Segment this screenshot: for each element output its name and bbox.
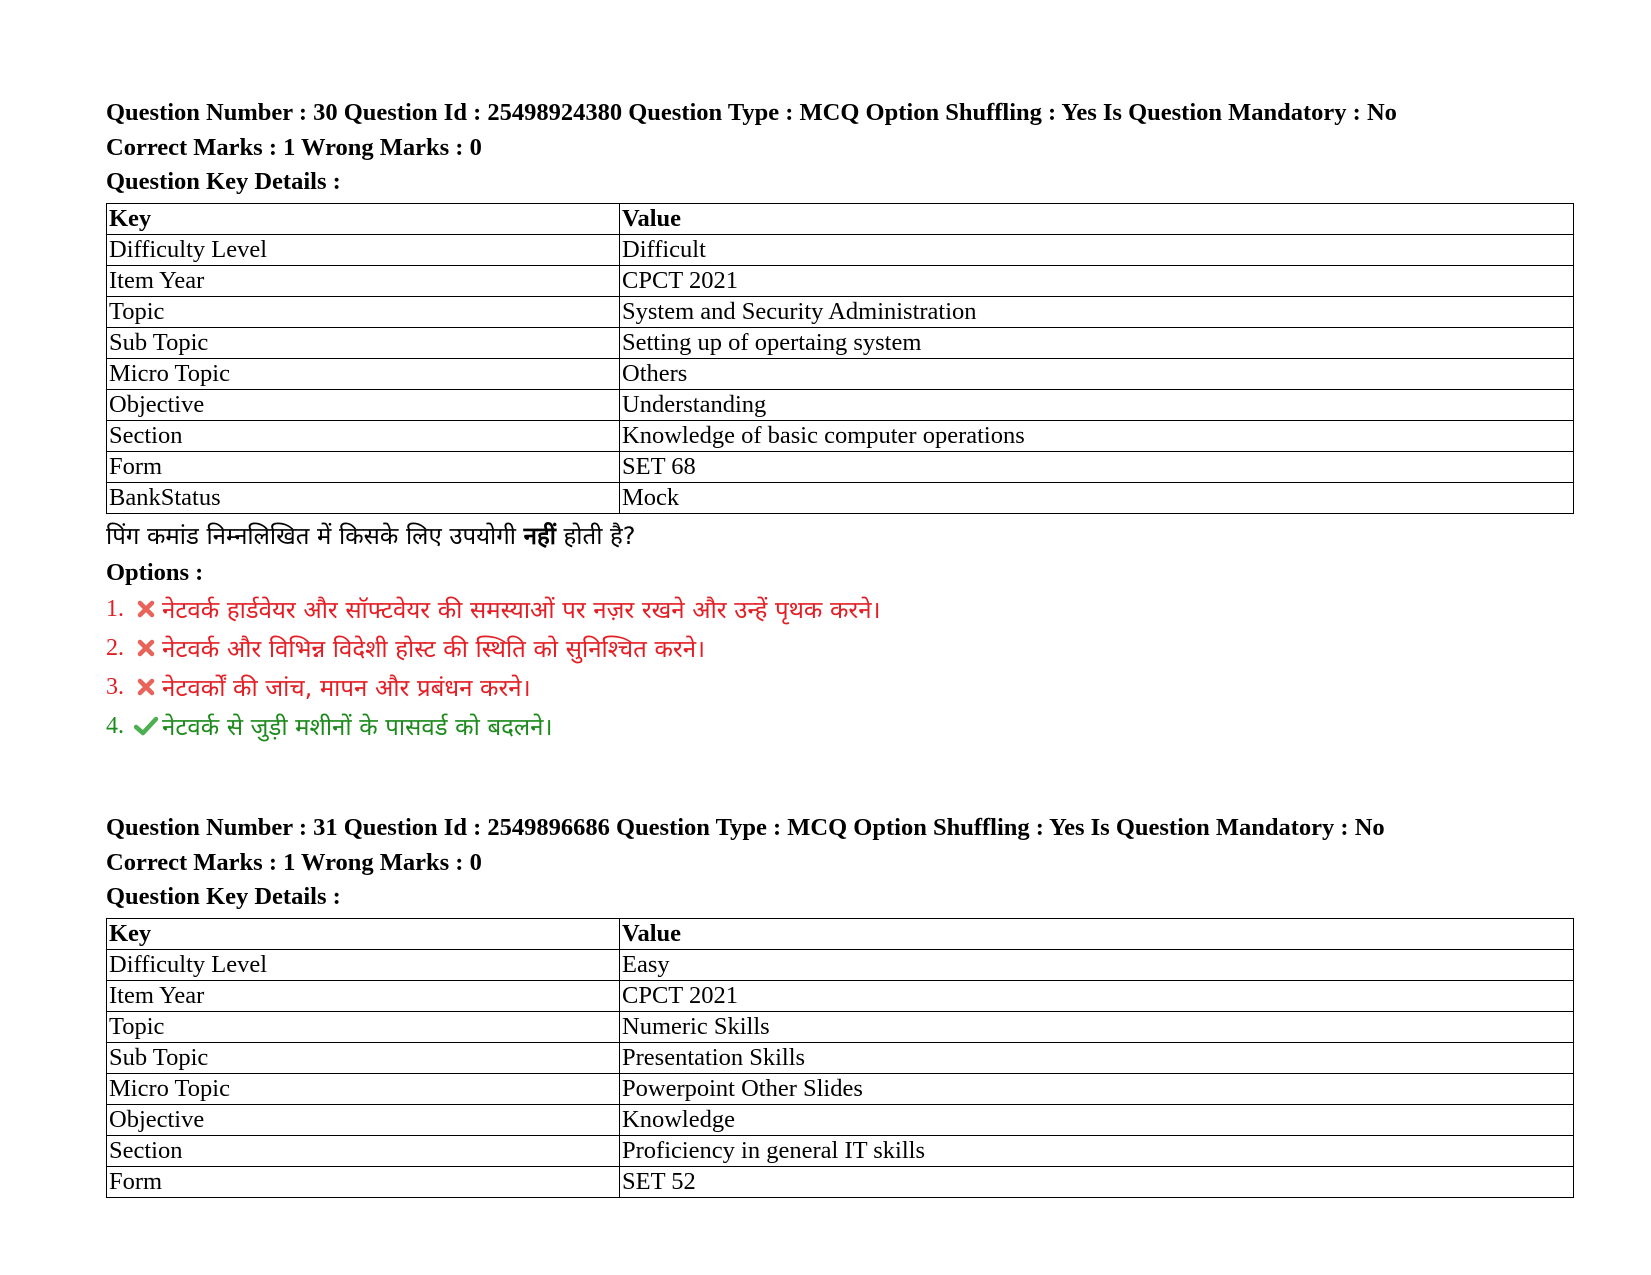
- option-number: 2.: [106, 634, 124, 661]
- row-key: Form: [107, 451, 620, 482]
- table-row: [107, 265, 1574, 296]
- options-label: Options :: [106, 558, 204, 586]
- row-key: BankStatus: [107, 482, 620, 513]
- value-column-header: Value: [620, 918, 1574, 949]
- row-value: Easy: [620, 949, 1574, 980]
- table-row: [107, 1104, 1574, 1135]
- table-row: [107, 327, 1574, 358]
- table-row: [107, 296, 1574, 327]
- key-column-header: Key: [107, 918, 620, 949]
- question-header: Question Number : 30 Question Id : 25498924380 Question Type : MCQ Option Shuffling : Yes Is Question Mandatory : No: [106, 99, 1397, 126]
- row-key: Difficulty Level: [107, 949, 620, 980]
- row-key: Topic: [107, 1011, 620, 1042]
- row-value: Understanding: [620, 389, 1574, 420]
- option-text: नेटवर्कों की जांच, मापन और प्रबंधन करने।: [162, 673, 531, 702]
- row-value: Knowledge: [620, 1104, 1574, 1135]
- question-text-end: होती है?: [555, 521, 636, 550]
- row-key: Micro Topic: [107, 358, 620, 389]
- marks-line: Correct Marks : 1 Wrong Marks : 0: [106, 133, 482, 161]
- option-number: 3.: [106, 673, 124, 700]
- question-31-block: [106, 811, 1574, 1198]
- row-value: SET 68: [620, 451, 1574, 482]
- row-value: Proficiency in general IT skills: [620, 1135, 1574, 1166]
- table-header-row: [107, 203, 1574, 234]
- question-30-block: [106, 96, 1574, 746]
- option-1: [106, 590, 1574, 629]
- table-row: [107, 1135, 1574, 1166]
- row-value: System and Security Administration: [620, 296, 1574, 327]
- table-row: [107, 358, 1574, 389]
- table-row: [107, 949, 1574, 980]
- row-key: Objective: [107, 1104, 620, 1135]
- table-row: [107, 980, 1574, 1011]
- table-row: [107, 1042, 1574, 1073]
- table-row: [107, 482, 1574, 513]
- table-header-row: [107, 918, 1574, 949]
- row-value: Knowledge of basic computer operations: [620, 420, 1574, 451]
- question-text-start: पिंग कमांड निम्नलिखित में किसके लिए उपयोगी: [106, 521, 524, 550]
- option-text: नेटवर्क से जुड़ी मशीनों के पासवर्ड को बदलने।: [162, 712, 553, 741]
- option-text: नेटवर्क और विभिन्न विदेशी होस्ट की स्थिति को सुनिश्चित करने।: [162, 634, 706, 663]
- option-4: [106, 707, 1574, 746]
- row-value: Setting up of opertaing system: [620, 327, 1574, 358]
- key-details-table: [106, 918, 1574, 1198]
- question-text: [106, 516, 1574, 556]
- table-row: [107, 234, 1574, 265]
- option-3: [106, 668, 1574, 707]
- row-key: Topic: [107, 296, 620, 327]
- row-value: Others: [620, 358, 1574, 389]
- table-row: [107, 1166, 1574, 1197]
- row-key: Item Year: [107, 980, 620, 1011]
- row-value: SET 52: [620, 1166, 1574, 1197]
- key-details-label: Question Key Details :: [106, 168, 341, 195]
- row-value: Mock: [620, 482, 1574, 513]
- row-key: Item Year: [107, 265, 620, 296]
- row-key: Micro Topic: [107, 1073, 620, 1104]
- question-header: Question Number : 31 Question Id : 2549896686 Question Type : MCQ Option Shuffling : Yes Is Question Mandatory : No: [106, 814, 1385, 841]
- check-icon: [132, 716, 160, 736]
- key-column-header: Key: [107, 203, 620, 234]
- row-key: Difficulty Level: [107, 234, 620, 265]
- table-row: [107, 389, 1574, 420]
- row-value: CPCT 2021: [620, 980, 1574, 1011]
- option-number: 1.: [106, 595, 124, 622]
- value-column-header: Value: [620, 203, 1574, 234]
- row-key: Sub Topic: [107, 327, 620, 358]
- row-key: Form: [107, 1166, 620, 1197]
- cross-icon: [132, 639, 160, 657]
- option-text: नेटवर्क हार्डवेयर और सॉफ्टवेयर की समस्याओं पर नज़र रखने और उन्हें पृथक करने।: [162, 595, 881, 624]
- cross-icon: [132, 678, 160, 696]
- table-row: [107, 1011, 1574, 1042]
- marks-line: Correct Marks : 1 Wrong Marks : 0: [106, 848, 482, 876]
- row-value: Numeric Skills: [620, 1011, 1574, 1042]
- option-2: [106, 629, 1574, 668]
- option-number: 4.: [106, 712, 124, 739]
- key-details-table: [106, 203, 1574, 514]
- row-key: Section: [107, 420, 620, 451]
- question-text-emphasis: नहीं: [523, 521, 556, 550]
- table-row: [107, 420, 1574, 451]
- row-key: Section: [107, 1135, 620, 1166]
- row-value: Powerpoint Other Slides: [620, 1073, 1574, 1104]
- row-key: Sub Topic: [107, 1042, 620, 1073]
- table-row: [107, 451, 1574, 482]
- row-key: Objective: [107, 389, 620, 420]
- row-value: Presentation Skills: [620, 1042, 1574, 1073]
- cross-icon: [132, 600, 160, 618]
- table-row: [107, 1073, 1574, 1104]
- row-value: Difficult: [620, 234, 1574, 265]
- key-details-label: Question Key Details :: [106, 883, 341, 910]
- row-value: CPCT 2021: [620, 265, 1574, 296]
